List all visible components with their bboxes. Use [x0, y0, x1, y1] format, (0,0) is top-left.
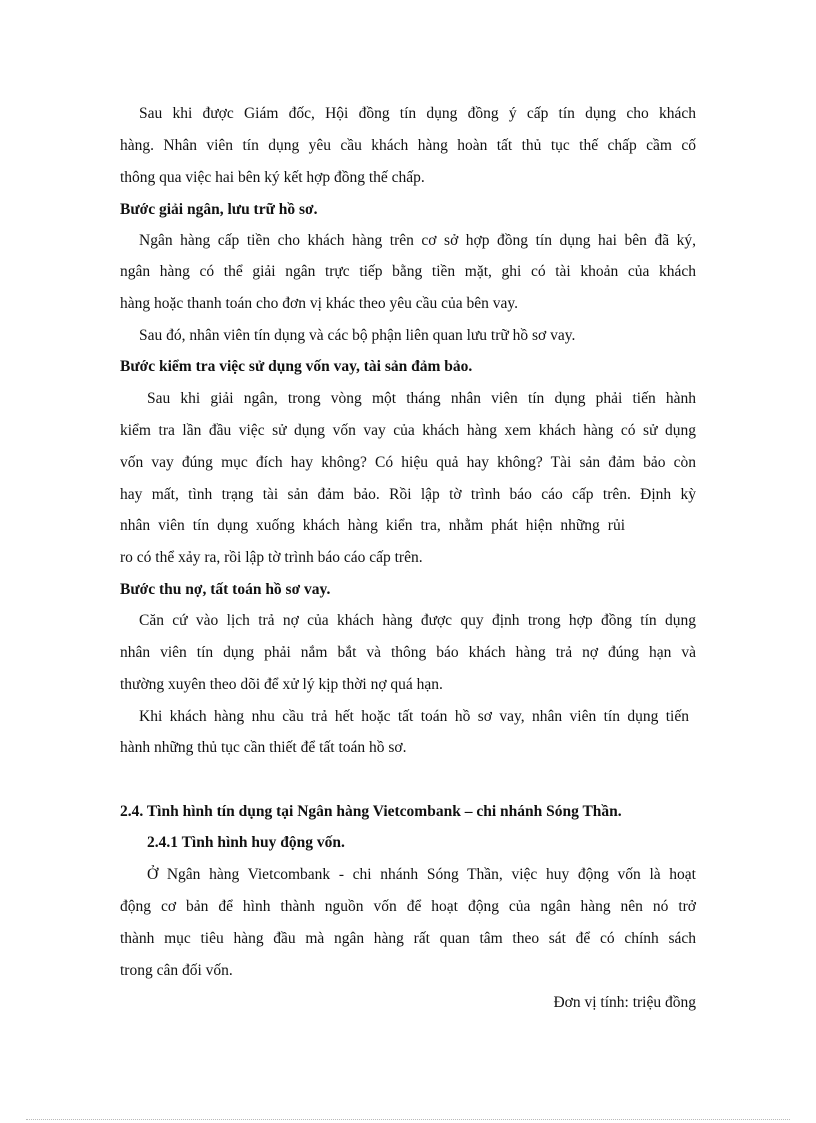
subsection-heading-2-4-1: 2.4.1 Tình hình huy động vốn. [147, 834, 345, 851]
paragraph-6-line-1: Khi khách hàng nhu cầu trả hết hoặc tất toán hồ sơ vay, nhân viên tín dụng tiến [139, 708, 689, 725]
paragraph-3-line-1: Sau đó, nhân viên tín dụng và các bộ phận liên quan lưu trữ hồ sơ vay. [139, 327, 576, 344]
paragraph-5-line-2: nhân viên tín dụng phải nắm bắt và thông báo khách hàng trả nợ đúng hạn và [120, 644, 696, 661]
paragraph-4-line-3: vốn vay đúng mục đích hay không? Có hiệu quả hay không? Tài sản đảm bảo còn [120, 454, 696, 471]
paragraph-7-line-1: Ở Ngân hàng Vietcombank - chi nhánh Sóng Thần, việc huy động vốn là hoạt [147, 866, 696, 883]
paragraph-7-line-3: thành mục tiêu hàng đầu mà ngân hàng rất quan tâm theo sát để có chính sách [120, 930, 696, 947]
paragraph-7-line-4: trong cân đối vốn. [120, 962, 233, 979]
heading-disbursement: Bước giải ngân, lưu trữ hồ sơ. [120, 201, 318, 218]
paragraph-4-line-2: kiểm tra lần đầu việc sử dụng vốn vay của khách hàng xem khách hàng có sử dụng [120, 422, 696, 439]
heading-loan-check: Bước kiểm tra việc sử dụng vốn vay, tài sản đảm bảo. [120, 358, 473, 375]
paragraph-1-line-1: Sau khi được Giám đốc, Hội đồng tín dụng đồng ý cấp tín dụng cho khách [139, 105, 696, 122]
heading-debt-collection: Bước thu nợ, tất toán hồ sơ vay. [120, 581, 331, 598]
paragraph-2-line-3: hàng hoặc thanh toán cho đơn vị khác theo yêu cầu của bên vay. [120, 295, 518, 312]
unit-note: Đơn vị tính: triệu đồng [553, 994, 696, 1011]
paragraph-2-line-2: ngân hàng có thể giải ngân trực tiếp bằng tiền mặt, ghi có tài khoản của khách [120, 263, 696, 280]
paragraph-6-line-2: hành những thủ tục cần thiết để tất toán hồ sơ. [120, 739, 407, 756]
paragraph-4-line-1: Sau khi giải ngân, trong vòng một tháng nhân viên tín dụng phải tiến hành [147, 390, 696, 407]
section-heading-2-4: 2.4. Tình hình tín dụng tại Ngân hàng Vietcombank – chi nhánh Sóng Thần. [120, 803, 622, 820]
paragraph-1-line-3: thông qua việc hai bên ký kết hợp đồng thế chấp. [120, 169, 425, 186]
paragraph-4-line-6: ro có thể xảy ra, rồi lập tờ trình báo cáo cấp trên. [120, 549, 423, 566]
paragraph-7-line-2: động cơ bản để hình thành nguồn vốn để hoạt động của ngân hàng nên nó trở [120, 898, 696, 915]
paragraph-2-line-1: Ngân hàng cấp tiền cho khách hàng trên cơ sở hợp đồng tín dụng hai bên đã ký, [139, 232, 696, 249]
paragraph-5-line-1: Căn cứ vào lịch trả nợ của khách hàng được quy định trong hợp đồng tín dụng [139, 612, 696, 629]
paragraph-4-line-4: hay mất, tình trạng tài sản đảm bảo. Rồi lập tờ trình báo cáo cấp trên. Định kỳ [120, 486, 696, 503]
paragraph-4-line-5: nhân viên tín dụng xuống khách hàng kiển tra, nhằm phát hiện những rủi [120, 517, 625, 534]
footer-divider [26, 1119, 790, 1120]
paragraph-1-line-2: hàng. Nhân viên tín dụng yêu cầu khách hàng hoàn tất thủ tục thế chấp cầm cố [120, 137, 696, 154]
paragraph-5-line-3: thường xuyên theo dõi để xử lý kịp thời nợ quá hạn. [120, 676, 443, 693]
